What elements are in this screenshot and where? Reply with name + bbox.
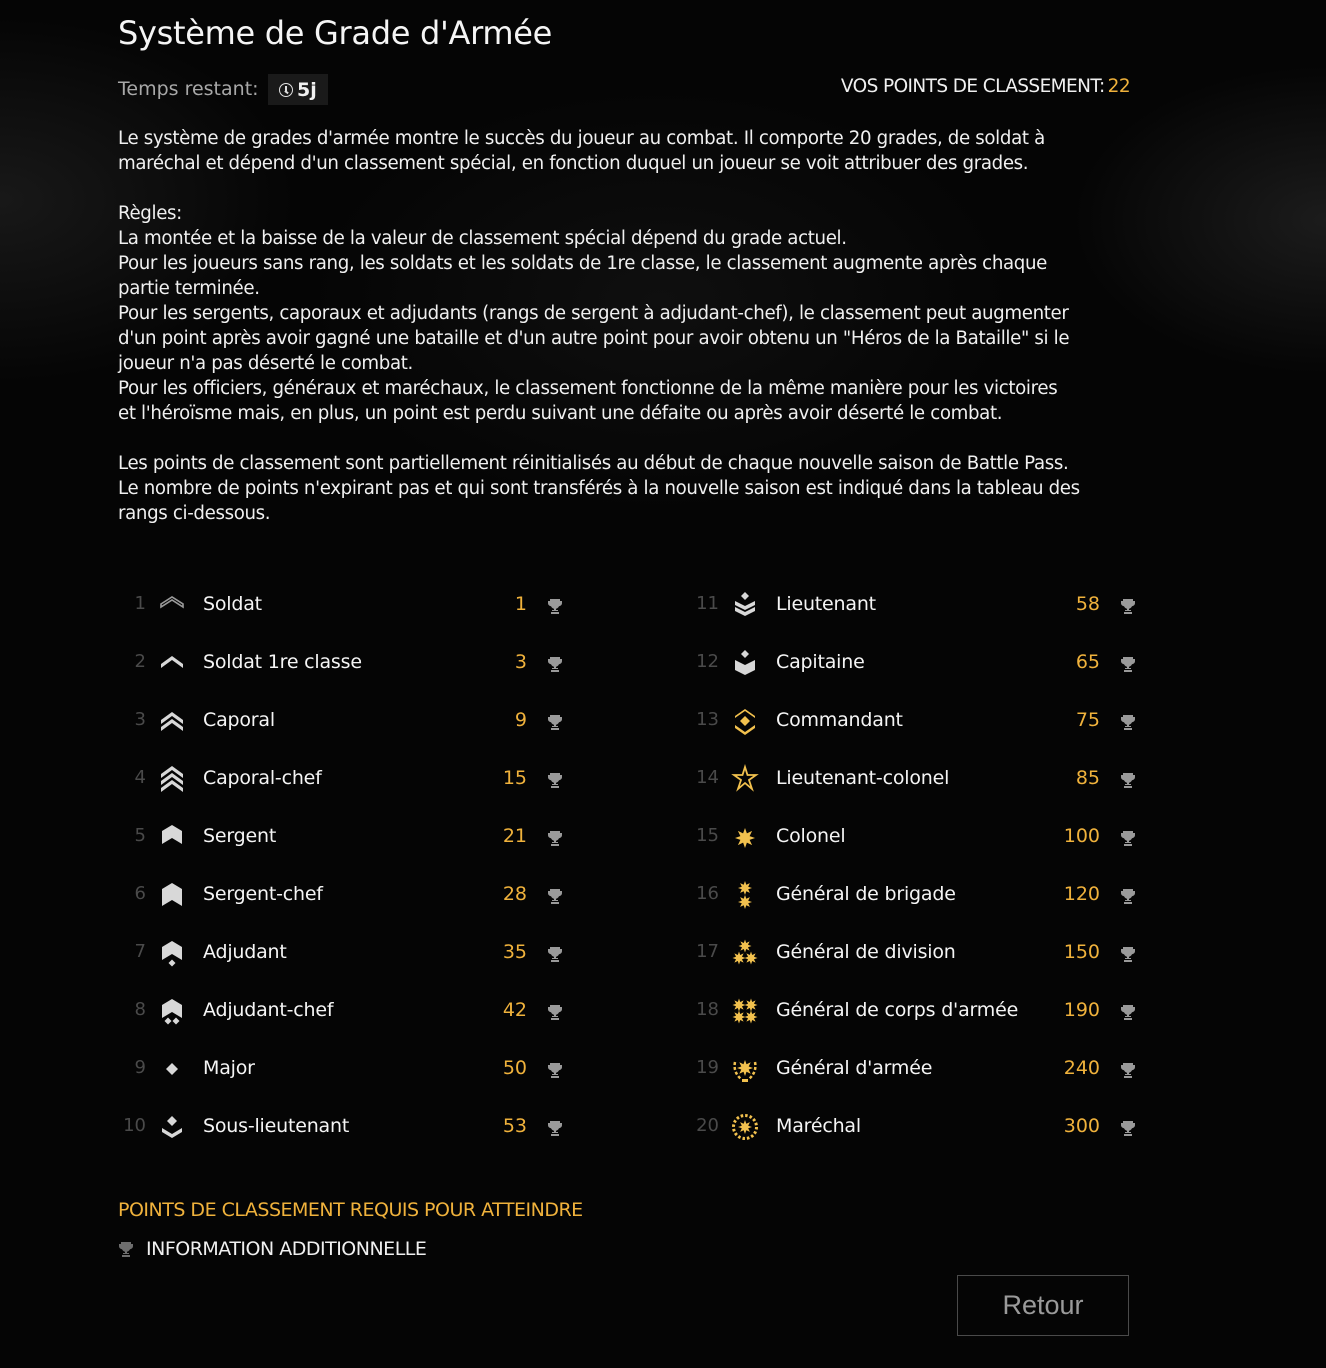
intro-line: maréchal et dépend d'un classement spécial, en fonction duquel un joueur se voit attribuer des grades. bbox=[118, 153, 1029, 174]
rank-row bbox=[118, 866, 563, 924]
trophy-icon bbox=[547, 1120, 563, 1136]
trophy-icon bbox=[1120, 1004, 1136, 1020]
rank-name: Commandant bbox=[776, 709, 903, 731]
rank-name: Lieutenant-colonel bbox=[776, 767, 950, 789]
rank-insignia-general-de-corps-d-armee-icon bbox=[731, 996, 759, 1026]
rank-number: 13 bbox=[696, 709, 719, 730]
rank-row bbox=[691, 576, 1136, 634]
trophy-icon bbox=[1120, 598, 1136, 614]
rank-number: 14 bbox=[696, 767, 719, 788]
legend-required-points: POINTS DE CLASSEMENT REQUIS POUR ATTEINDRE bbox=[118, 1199, 583, 1221]
rank-number: 20 bbox=[696, 1115, 719, 1136]
rank-name: Général d'armée bbox=[776, 1057, 933, 1079]
rank-name: Capitaine bbox=[776, 651, 865, 673]
rank-insignia-lieutenant-icon bbox=[731, 590, 759, 620]
trophy-icon bbox=[118, 1241, 134, 1257]
rank-number: 8 bbox=[134, 999, 146, 1020]
rank-row bbox=[691, 634, 1136, 692]
rank-name: Maréchal bbox=[776, 1115, 861, 1137]
rank-name: Sous-lieutenant bbox=[203, 1115, 350, 1137]
rank-column-right bbox=[691, 576, 1136, 1156]
trophy-icon bbox=[1120, 1062, 1136, 1078]
legend-additional-info-label: INFORMATION ADDITIONNELLE bbox=[146, 1238, 427, 1260]
rank-row bbox=[691, 1040, 1136, 1098]
rule-line: Pour les joueurs sans rang, les soldats et les soldats de 1re classe, le classement augmente après chaque bbox=[118, 253, 1048, 274]
rank-name: Adjudant-chef bbox=[203, 999, 334, 1021]
rank-insignia-sous-lieutenant-icon bbox=[158, 1112, 186, 1142]
rank-insignia-marechal-icon bbox=[731, 1112, 759, 1142]
rank-required-points: 35 bbox=[502, 941, 527, 963]
rank-name: Caporal-chef bbox=[203, 767, 322, 789]
rank-required-points: 42 bbox=[502, 999, 527, 1021]
reset-line: rangs ci-dessous. bbox=[118, 503, 271, 524]
rank-number: 19 bbox=[696, 1057, 719, 1078]
trophy-icon bbox=[1120, 656, 1136, 672]
rank-name: Général de corps d'armée bbox=[776, 999, 1019, 1021]
intro-line: Le système de grades d'armée montre le succès du joueur au combat. Il comporte 20 grades, de soldat à bbox=[118, 128, 1045, 149]
page-title: Système de Grade d'Armée bbox=[118, 14, 553, 52]
rank-number: 3 bbox=[134, 709, 146, 730]
rank-row bbox=[118, 982, 563, 1040]
rank-required-points: 58 bbox=[1075, 593, 1100, 615]
trophy-icon bbox=[1120, 1120, 1136, 1136]
trophy-icon bbox=[547, 656, 563, 672]
rank-number: 1 bbox=[134, 593, 146, 614]
trophy-icon bbox=[547, 946, 563, 962]
rank-required-points: 240 bbox=[1063, 1057, 1100, 1079]
rank-required-points: 100 bbox=[1063, 825, 1100, 847]
rank-required-points: 28 bbox=[502, 883, 527, 905]
rank-insignia-soldat-icon bbox=[158, 590, 186, 620]
rank-insignia-sergent-icon bbox=[158, 822, 186, 852]
rank-number: 2 bbox=[134, 651, 146, 672]
rank-required-points: 190 bbox=[1063, 999, 1100, 1021]
rank-number: 10 bbox=[123, 1115, 146, 1136]
trophy-icon bbox=[1120, 830, 1136, 846]
rank-insignia-colonel-icon bbox=[731, 822, 759, 852]
trophy-icon bbox=[1120, 888, 1136, 904]
reset-line: Les points de classement sont partiellement réinitialisés au début de chaque nouvelle saison de Battle Pass. bbox=[118, 453, 1069, 474]
reset-line: Le nombre de points n'expirant pas et qui sont transférés à la nouvelle saison est indiqué dans la tableau des bbox=[118, 478, 1080, 499]
trophy-icon bbox=[1120, 946, 1136, 962]
rank-required-points: 1 bbox=[514, 593, 527, 615]
your-points-value: 22 bbox=[1107, 76, 1130, 97]
rank-row bbox=[118, 576, 563, 634]
rank-insignia-general-de-brigade-icon bbox=[731, 880, 759, 910]
rank-insignia-commandant-icon bbox=[731, 706, 759, 736]
rank-row bbox=[691, 750, 1136, 808]
rank-row bbox=[118, 750, 563, 808]
your-points bbox=[841, 76, 1130, 97]
rank-name: Lieutenant bbox=[776, 593, 876, 615]
rank-insignia-lieutenant-colonel-icon bbox=[731, 764, 759, 794]
clock-icon bbox=[279, 83, 293, 97]
rank-row bbox=[118, 924, 563, 982]
rank-name: Général de division bbox=[776, 941, 956, 963]
rank-number: 17 bbox=[696, 941, 719, 962]
rank-number: 5 bbox=[134, 825, 146, 846]
rank-insignia-caporal-chef-icon bbox=[158, 764, 186, 794]
trophy-icon bbox=[1120, 714, 1136, 730]
rule-line: La montée et la baisse de la valeur de classement spécial dépend du grade actuel. bbox=[118, 228, 847, 249]
trophy-icon bbox=[547, 1062, 563, 1078]
time-remaining-value: 5j bbox=[297, 78, 317, 101]
rank-insignia-sergent-chef-icon bbox=[158, 880, 186, 910]
rank-name: Sergent bbox=[203, 825, 277, 847]
rank-row bbox=[691, 1098, 1136, 1156]
rank-row bbox=[691, 982, 1136, 1040]
rule-line: et l'héroïsme mais, en plus, un point est perdu suivant une défaite ou après avoir déserté le combat. bbox=[118, 403, 1003, 424]
rank-number: 16 bbox=[696, 883, 719, 904]
rank-insignia-major-icon bbox=[158, 1054, 186, 1084]
rank-name: Major bbox=[203, 1057, 255, 1079]
rank-required-points: 75 bbox=[1075, 709, 1100, 731]
rank-name: Caporal bbox=[203, 709, 275, 731]
rule-line: Pour les officiers, généraux et maréchaux, le classement fonctionne de la même manière pour les victoires bbox=[118, 378, 1058, 399]
rank-required-points: 53 bbox=[502, 1115, 527, 1137]
rank-row bbox=[691, 866, 1136, 924]
trophy-icon bbox=[547, 830, 563, 846]
rank-required-points: 50 bbox=[502, 1057, 527, 1079]
rank-required-points: 9 bbox=[514, 709, 527, 731]
rank-number: 15 bbox=[696, 825, 719, 846]
description bbox=[118, 126, 1148, 526]
rank-row bbox=[691, 808, 1136, 866]
rank-row bbox=[118, 692, 563, 750]
rank-insignia-soldat-1re-classe-icon bbox=[158, 648, 186, 678]
rank-name: Sergent-chef bbox=[203, 883, 323, 905]
rule-line: d'un point après avoir gagné une bataille et d'un autre point pour avoir obtenu un "Héros de la Bataille" si le bbox=[118, 328, 1070, 349]
rule-line: Pour les sergents, caporaux et adjudants (rangs de sergent à adjudant-chef), le classement peut augmenter bbox=[118, 303, 1069, 324]
rank-number: 4 bbox=[134, 767, 146, 788]
rank-column-left bbox=[118, 576, 563, 1156]
rank-insignia-caporal-icon bbox=[158, 706, 186, 736]
rank-required-points: 120 bbox=[1063, 883, 1100, 905]
rank-number: 6 bbox=[134, 883, 146, 904]
trophy-icon bbox=[547, 772, 563, 788]
rank-row bbox=[691, 692, 1136, 750]
legend-additional-info bbox=[118, 1238, 426, 1260]
rank-insignia-adjudant-icon bbox=[158, 938, 186, 968]
rank-insignia-general-de-division-icon bbox=[731, 938, 759, 968]
rank-required-points: 85 bbox=[1075, 767, 1100, 789]
rank-name: Général de brigade bbox=[776, 883, 956, 905]
rules-title: Règles: bbox=[118, 203, 182, 224]
trophy-icon bbox=[547, 714, 563, 730]
rank-number: 9 bbox=[134, 1057, 146, 1078]
rank-insignia-capitaine-icon bbox=[731, 648, 759, 678]
back-button[interactable]: Retour bbox=[957, 1275, 1129, 1336]
rank-required-points: 3 bbox=[514, 651, 527, 673]
rank-number: 11 bbox=[696, 593, 719, 614]
rank-name: Adjudant bbox=[203, 941, 287, 963]
rank-row bbox=[118, 808, 563, 866]
rank-insignia-adjudant-chef-icon bbox=[158, 996, 186, 1026]
rank-row bbox=[691, 924, 1136, 982]
rank-name: Soldat 1re classe bbox=[203, 651, 362, 673]
rank-insignia-general-d-armee-icon bbox=[731, 1054, 759, 1084]
rank-required-points: 300 bbox=[1063, 1115, 1100, 1137]
rule-line: joueur n'a pas déserté le combat. bbox=[118, 353, 413, 374]
trophy-icon bbox=[547, 888, 563, 904]
rank-number: 18 bbox=[696, 999, 719, 1020]
rank-number: 12 bbox=[696, 651, 719, 672]
rank-name: Colonel bbox=[776, 825, 846, 847]
rank-number: 7 bbox=[134, 941, 146, 962]
trophy-icon bbox=[547, 598, 563, 614]
rank-required-points: 150 bbox=[1063, 941, 1100, 963]
rank-name: Soldat bbox=[203, 593, 262, 615]
your-points-label: VOS POINTS DE CLASSEMENT: bbox=[840, 76, 1105, 97]
rank-required-points: 21 bbox=[502, 825, 527, 847]
time-remaining-badge bbox=[268, 74, 328, 105]
rank-row bbox=[118, 634, 563, 692]
rank-row bbox=[118, 1098, 563, 1156]
rank-row bbox=[118, 1040, 563, 1098]
rule-line: partie terminée. bbox=[118, 278, 260, 299]
rank-required-points: 65 bbox=[1075, 651, 1100, 673]
time-remaining-label: Temps restant: bbox=[118, 78, 259, 100]
trophy-icon bbox=[547, 1004, 563, 1020]
trophy-icon bbox=[1120, 772, 1136, 788]
rank-required-points: 15 bbox=[502, 767, 527, 789]
